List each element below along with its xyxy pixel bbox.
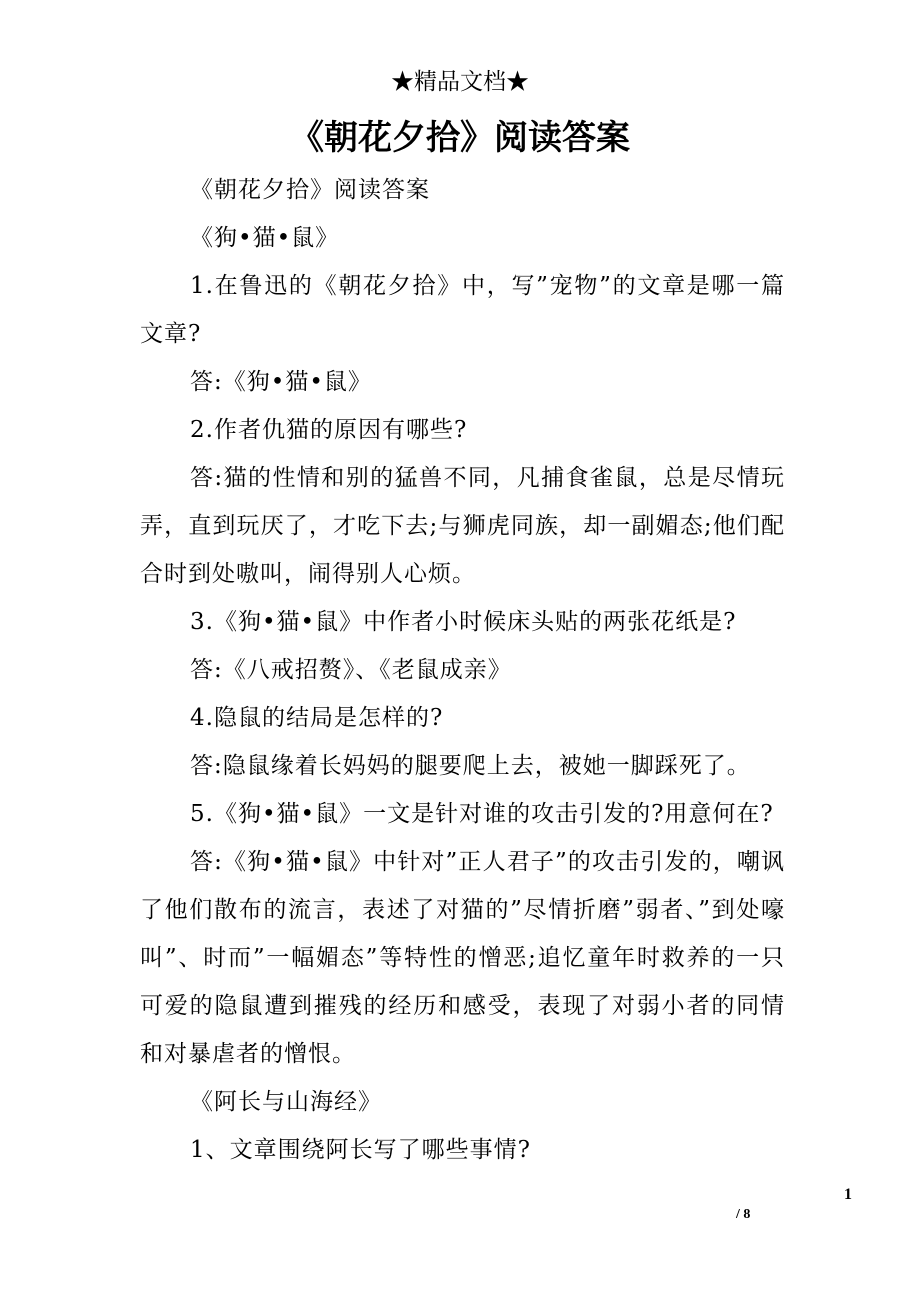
- paragraph-question: 1.在鲁迅的《朝花夕拾》中，写”宠物”的文章是哪一篇文章?: [140, 273, 785, 347]
- document-title: 《朝花夕拾》阅读答案: [290, 118, 630, 158]
- paragraph-subtitle: 《朝花夕拾》阅读答案: [190, 177, 430, 203]
- paragraph-question: 5.《狗•猫•鼠》一文是针对谁的攻击引发的?用意何在?: [190, 801, 774, 827]
- paragraph-question: 1、文章围绕阿长写了哪些事情?: [190, 1137, 531, 1163]
- paragraph-section-heading: 《狗•猫•鼠》: [190, 225, 340, 251]
- page-header: ★精品文档★: [391, 69, 529, 95]
- paragraph-question: 4.隐鼠的结局是怎样的?: [190, 705, 444, 731]
- paragraph-answer: 答:《狗•猫•鼠》中针对”正人君子”的攻击引发的，嘲讽了他们散布的流言，表述了对猫的”尽情折磨”弱者、”到处嚎叫”、时而”一幅媚态”等特性的憎恶;追忆童年时救养的一只可爱的隐鼠遭到摧残的经历和感受，表现了对弱小者的同情和对暴虐者的憎恨。: [140, 849, 785, 1067]
- paragraph-answer: 答:《八戒招赘》、《老鼠成亲》: [190, 657, 512, 683]
- page-total: / 8: [736, 1207, 751, 1222]
- paragraph-answer: 答:猫的性情和别的猛兽不同，凡捕食雀鼠，总是尽情玩弄，直到玩厌了，才吃下去;与狮虎同族，却一副媚态;他们配合时到处嗷叫，闹得别人心烦。: [140, 465, 785, 587]
- page-number: 1: [844, 1186, 852, 1203]
- paragraph-answer: 答:《狗•猫•鼠》: [190, 369, 372, 395]
- paragraph-question: 3.《狗•猫•鼠》中作者小时候床头贴的两张花纸是?: [190, 609, 737, 635]
- document-body: [140, 166, 785, 1174]
- paragraph-answer: 答:隐鼠缘着长妈妈的腿要爬上去，被她一脚踩死了。: [190, 753, 751, 779]
- paragraph-question: 2.作者仇猫的原因有哪些?: [190, 417, 468, 443]
- paragraph-section-heading: 《阿长与山海经》: [190, 1089, 382, 1115]
